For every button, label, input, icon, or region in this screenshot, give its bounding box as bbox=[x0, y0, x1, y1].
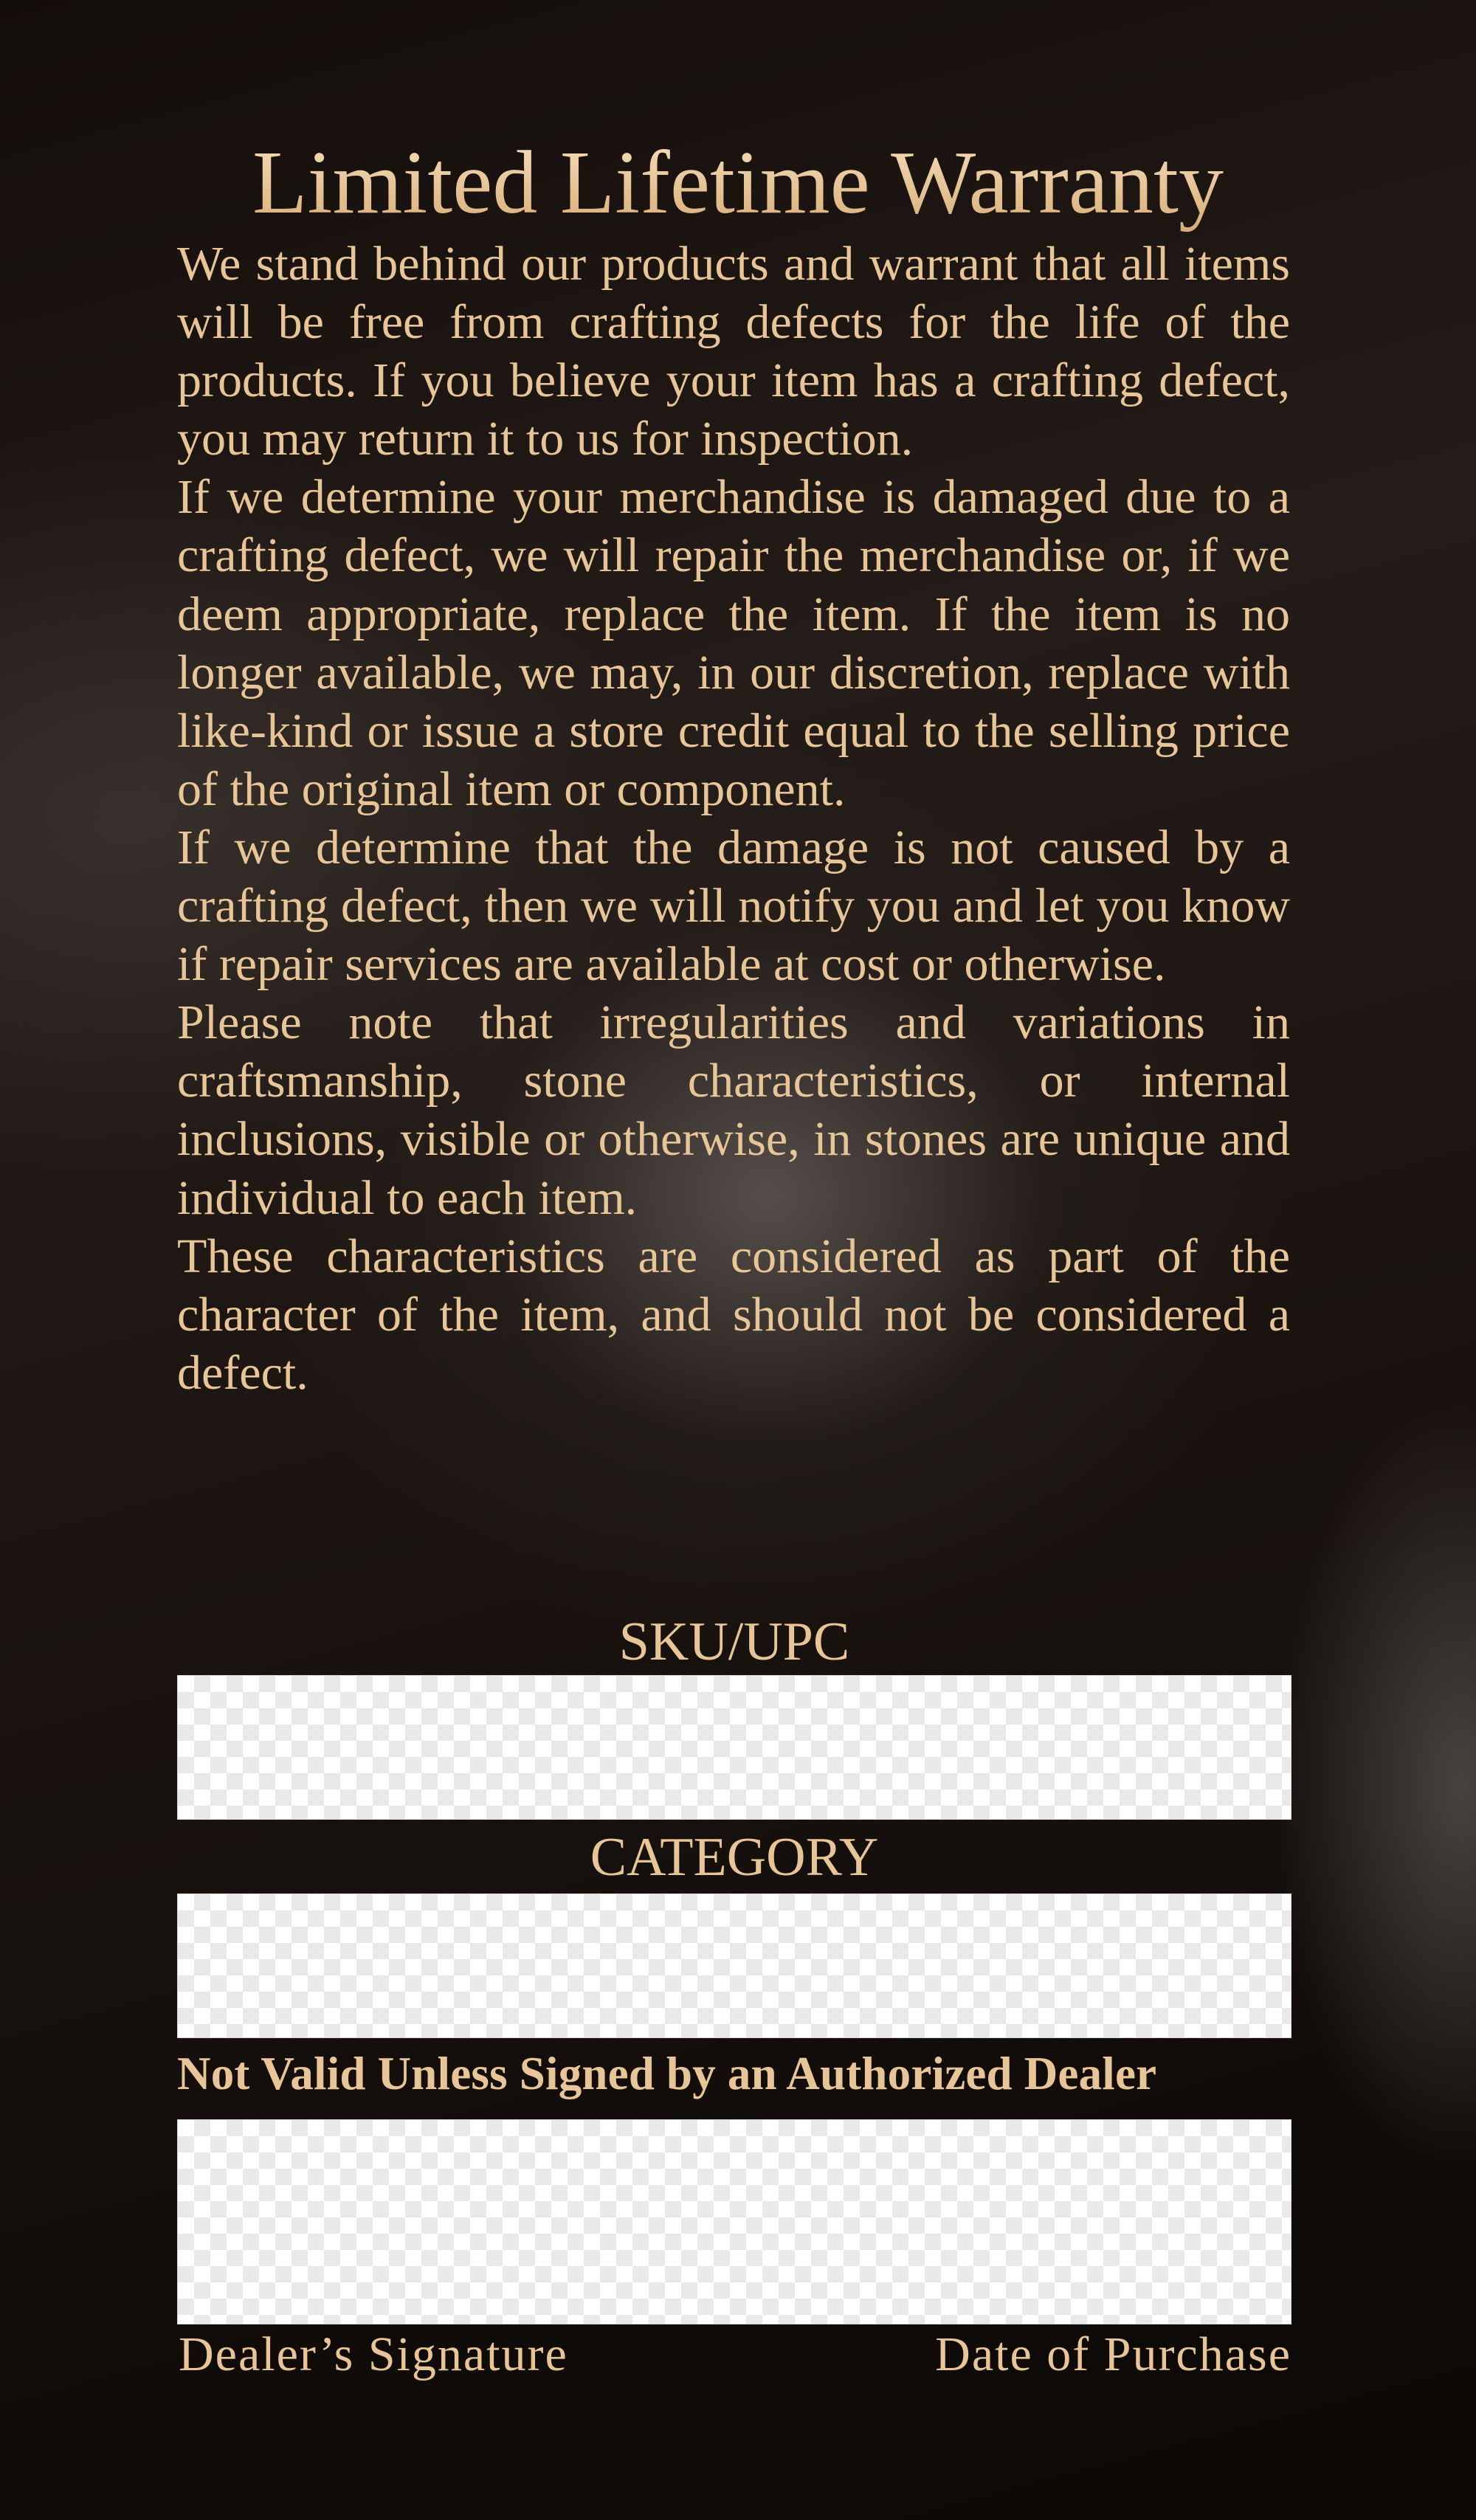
warranty-paragraph: These characteristics are considered as part of the character of the item, and should not be considered a defect. bbox=[177, 1229, 1290, 1400]
warranty-paragraph: Please note that irregularities and variations in craftsmanship, stone characteristics, or internal inclusions, visible or otherwise, in stones are unique and individual to each item. bbox=[177, 995, 1290, 1225]
sku-label: SKU/UPC bbox=[618, 1612, 850, 1672]
warranty-paragraph: If we determine your merchandise is damaged due to a crafting defect, we will repair the merchandise or, if we deem appropriate, replace the item. If the item is no longer available, we may, in our discretion, replace with like-kind or issue a store credit equal to the selling price of the original item or component. bbox=[177, 470, 1290, 816]
warranty-body bbox=[177, 235, 1290, 1402]
warranty-title: Limited Lifetime Warranty bbox=[177, 131, 1299, 235]
category-label: CATEGORY bbox=[590, 1827, 879, 1888]
date-of-purchase-label: Date of Purchase bbox=[935, 2327, 1292, 2381]
dealer-signature-label: Dealer’s Signature bbox=[179, 2327, 568, 2381]
category-input-box[interactable] bbox=[177, 1894, 1292, 2038]
authorized-dealer-notice: Not Valid Unless Signed by an Authorized Dealer bbox=[177, 2048, 1157, 2099]
sku-input-box[interactable] bbox=[177, 1675, 1292, 1820]
warranty-paragraph: If we determine that the damage is not caused by a crafting defect, then we will notify you and let you know if repair services are available at cost or otherwise. bbox=[177, 820, 1290, 992]
warranty-paragraph: We stand behind our products and warrant that all items will be free from crafting defects for the life of the products. If you believe your item has a crafting defect, you may return it to us for inspection. bbox=[177, 237, 1290, 466]
signature-box[interactable] bbox=[177, 2119, 1292, 2324]
